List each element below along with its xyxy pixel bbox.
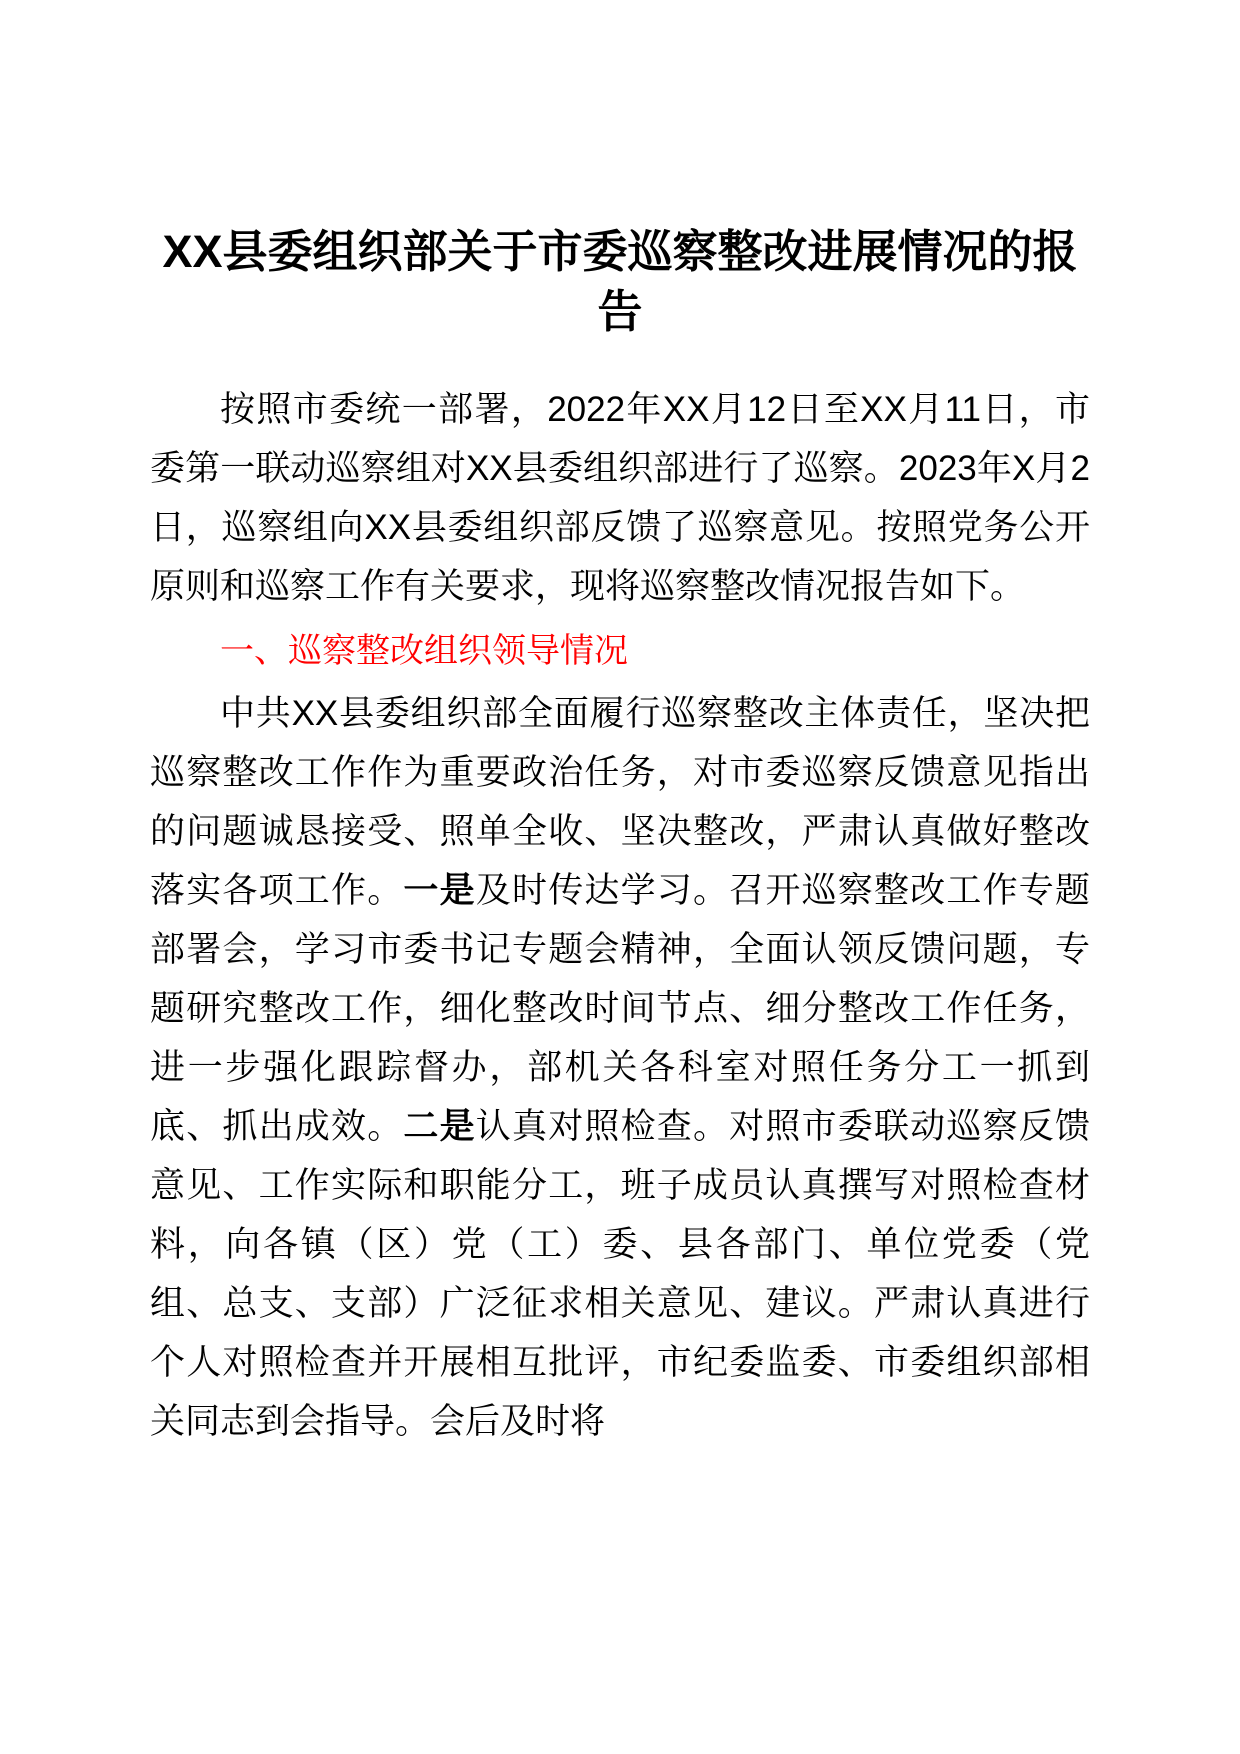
- body-text-part-1: 中共XX县委组织部全面履行巡察整改主体责任，坚决把巡察整改工作作为重要政治任务，对市委巡察反馈意见指出的问题诚恳接受、照单全收、坚决整改，严肃认真做好整改落实各项工作。: [150, 694, 1090, 910]
- body-emphasis-two: 二是: [403, 1107, 476, 1146]
- section-heading-one: 一、巡察整改组织领导情况: [220, 632, 628, 670]
- intro-paragraph: 按照市委统一部署，2022年XX月12日至XX月11日，市委第一联动巡察组对XX县委组织部进行了巡察。2023年X月2日，巡察组向XX县委组织部反馈了巡察意见。按照党务公开原则和巡察工作有关要求，现将巡察整改情况报告如下。: [150, 390, 1090, 606]
- document-content: [150, 222, 1090, 1451]
- body-text-part-3: 认真对照检查。对照市委联动巡察反馈意见、工作实际和职能分工，班子成员认真撰写对照检查材料，向各镇（区）党（工）委、县各部门、单位党委（党组、总支、支部）广泛征求相关意见、建议。严肃认真进行个人对照检查并开展相互批评，市纪委监委、市委组织部相关同志到会指导。会后及时将: [150, 1107, 1090, 1441]
- section-one-body: [150, 684, 1090, 1451]
- body-emphasis-one: 一是: [403, 871, 476, 910]
- page-title: XX县委组织部关于市委巡察整改进展情况的报告: [162, 226, 1078, 337]
- body-text-part-2: 及时传达学习。召开巡察整改工作专题部署会，学习市委书记专题会精神，全面认领反馈问题，专题研究整改工作，细化整改时间节点、细分整改工作任务，进一步强化跟踪督办，部机关各科室对照任务分工一抓到底、抓出成效。: [150, 871, 1090, 1146]
